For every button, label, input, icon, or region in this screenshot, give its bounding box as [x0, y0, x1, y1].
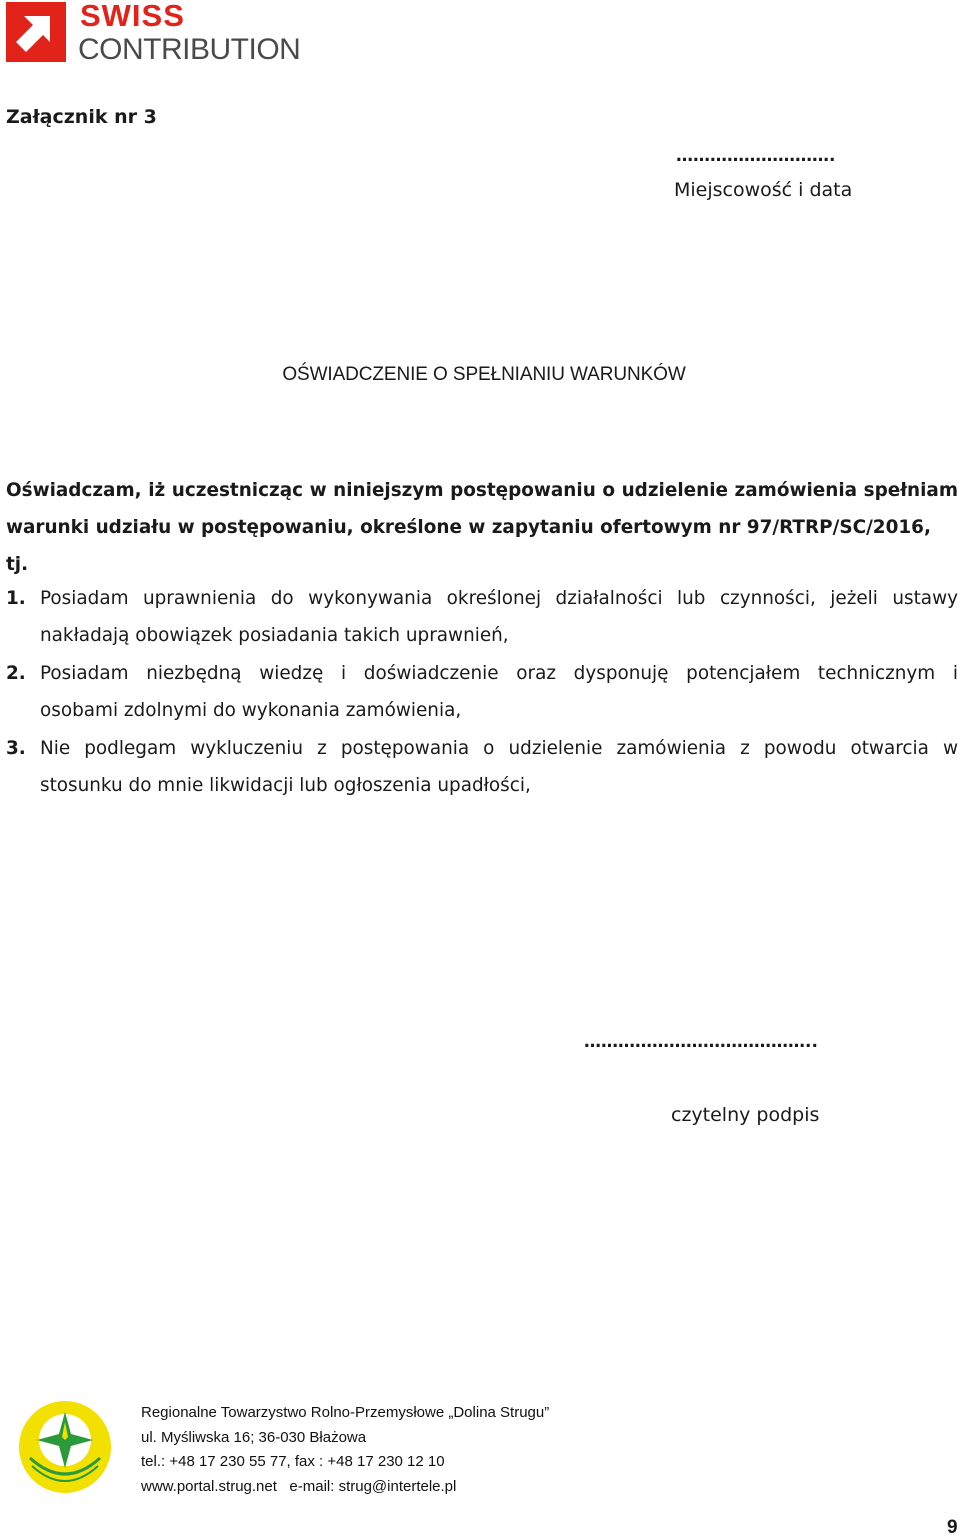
footer-web: www.portal.strug.net e-mail: strug@intertele.pl	[141, 1477, 457, 1495]
place-date-label: Miejscowość i data	[674, 179, 853, 201]
list-item	[6, 730, 958, 804]
footer-contact	[141, 1401, 549, 1499]
list-item-text-cont: stosunku do mnie likwidacji lub ogłoszenia upadłości,	[40, 775, 531, 796]
list-item-number: 1.	[6, 588, 26, 609]
swiss-cross-arrow-icon	[6, 2, 66, 62]
list-item-number: 2.	[6, 663, 26, 684]
signature-label: czytelny podpis	[671, 1104, 820, 1126]
list-item	[6, 580, 958, 654]
intro-paragraph	[6, 472, 958, 583]
list-item-text: Posiadam uprawnienia do wykonywania określonej działalności lub czynności, jeżeli ustawy	[40, 588, 958, 609]
document-title: OŚWIADCZENIE O SPEŁNIANIU WARUNKÓW	[282, 364, 686, 385]
list-item	[6, 655, 958, 729]
dolina-strugu-logo-icon	[18, 1400, 112, 1494]
list-item-number: 3.	[6, 738, 26, 759]
signature-dots: …………………………………..	[584, 1032, 818, 1052]
logo-line-swiss: SWISS	[80, 0, 185, 33]
footer-address: ul. Myśliwska 16; 36-030 Błażowa	[141, 1428, 367, 1446]
logo-line-contribution: CONTRIBUTION	[78, 33, 301, 66]
list-item-text-cont: osobami zdolnymi do wykonania zamówienia,	[40, 700, 462, 721]
page-number: 9	[947, 1517, 958, 1538]
footer-phone: tel.: +48 17 230 55 77, fax : +48 17 230 12 10	[141, 1453, 445, 1470]
list-item-text: Nie podlegam wykluczeniu z postępowania o udzielenie zamówienia z powodu otwarcia w	[40, 738, 958, 759]
attachment-label: Załącznik nr 3	[6, 106, 157, 128]
swiss-contribution-logo	[6, 2, 306, 66]
intro-line-1: Oświadczam, iż uczestnicząc w niniejszym postępowaniu o udzielenie zamówienia spełniam	[6, 480, 958, 501]
list-item-text: Posiadam niezbędną wiedzę i doświadczenie oraz dysponuję potencjałem technicznym i	[40, 663, 958, 684]
list-item-text-cont: nakładają obowiązek posiadania takich uprawnień,	[40, 625, 509, 646]
place-date-dots: ……………………….	[676, 146, 836, 166]
intro-line-2: warunki udziału w postępowaniu, określone w zapytaniu ofertowym nr 97/RTRP/SC/2016, tj.	[6, 517, 931, 575]
footer-org: Regionalne Towarzystwo Rolno-Przemysłowe „Dolina Strugu”	[141, 1404, 550, 1421]
